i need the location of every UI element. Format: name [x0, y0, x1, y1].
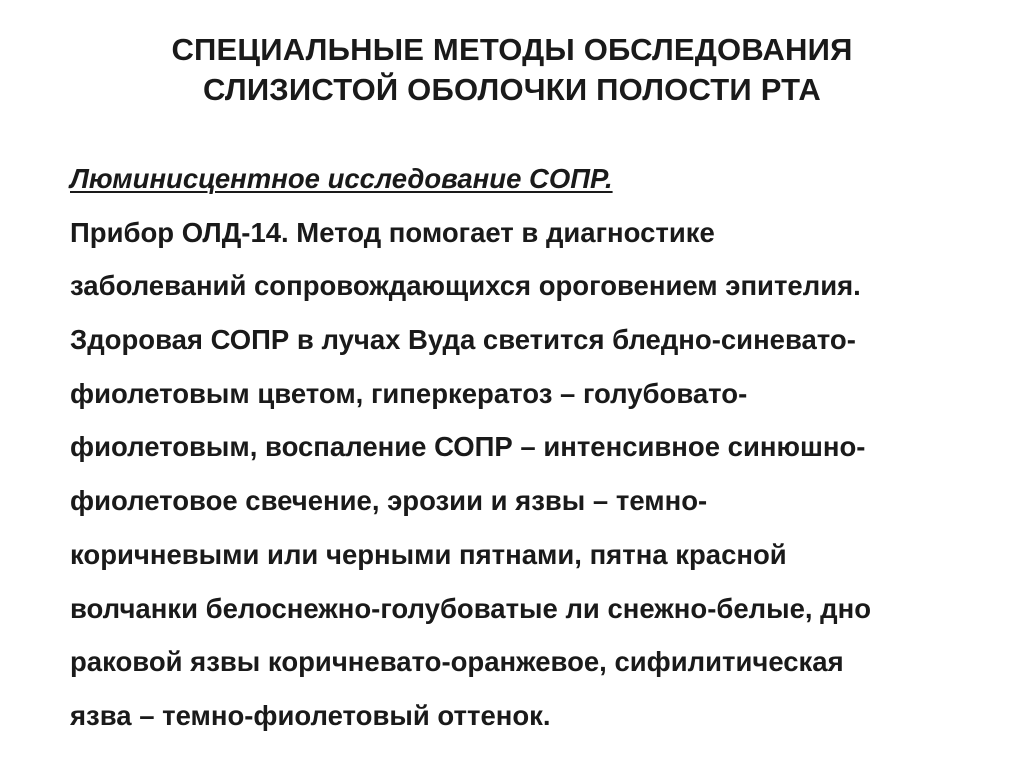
body-line: коричневыми или черными пятнами, пятна красной — [70, 538, 787, 570]
body-line: фиолетовое свечение, эрозии и язвы – темно- — [70, 485, 708, 517]
body-line: язва – темно-фиолетовый оттенок. — [70, 699, 551, 731]
slide-body — [70, 152, 970, 743]
body-line: фиолетовым, воспаление СОПР – интенсивное синюшно- — [70, 431, 866, 463]
body-line: раковой язвы коричневато-оранжевое, сифилитическая — [70, 646, 844, 678]
body-line: заболеваний сопровождающихся ороговением эпителия. — [70, 270, 861, 302]
subtitle: Люминисцентное исследование СОПР. — [70, 163, 613, 194]
title-line-1: СПЕЦИАЛЬНЫЕ МЕТОДЫ ОБСЛЕДОВАНИЯ — [171, 32, 853, 67]
slide-title — [0, 30, 1024, 110]
body-line: волчанки белоснежно-голубоватые ли снежно-белые, дно — [70, 592, 872, 624]
body-line: Здоровая СОПР в лучах Вуда светится бледно-синевато- — [70, 324, 856, 356]
body-line: фиолетовым цветом, гиперкератоз – голубовато- — [70, 377, 748, 409]
title-line-2: СЛИЗИСТОЙ ОБОЛОЧКИ ПОЛОСТИ РТА — [203, 72, 821, 107]
body-line: Прибор ОЛД-14. Метод помогает в диагностике — [70, 216, 715, 248]
